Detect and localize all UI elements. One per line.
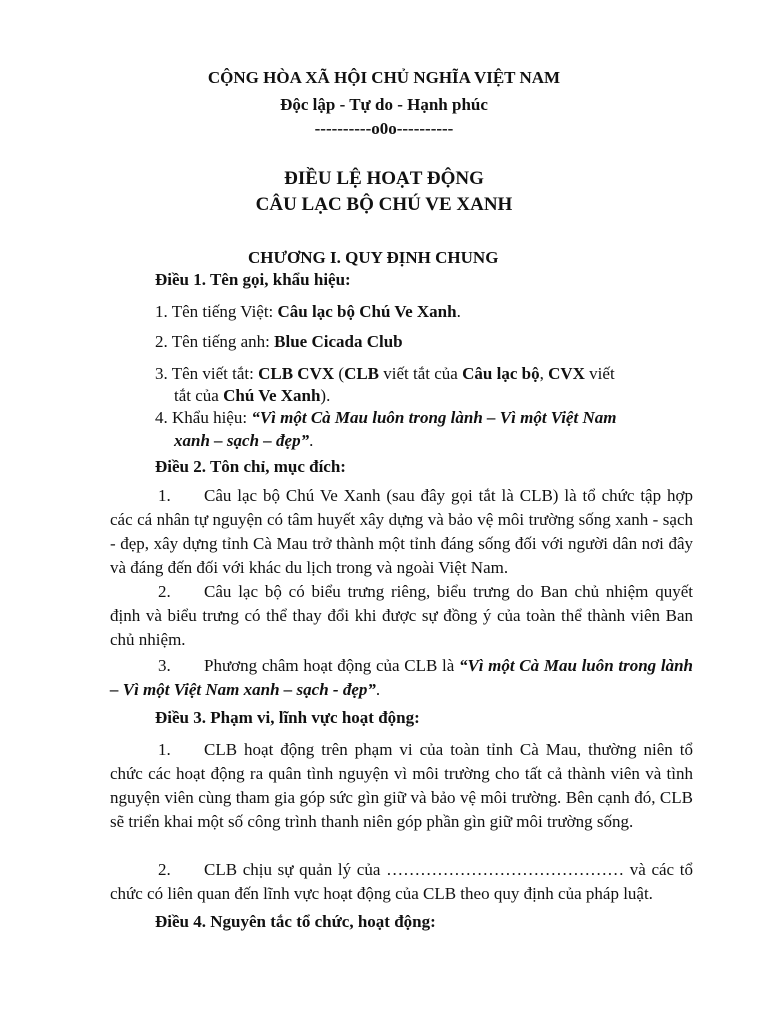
- paragraph-number: 1.: [158, 740, 171, 759]
- article-1-item-2: [155, 332, 403, 352]
- cvx-full: Chú Ve Xanh: [223, 386, 321, 405]
- text-part: viết: [584, 364, 615, 383]
- text-part: tắt của: [174, 386, 224, 405]
- paragraph-number: 1.: [158, 486, 171, 505]
- article-1-item-4: [155, 408, 616, 428]
- item-end: .: [456, 302, 461, 321]
- document-title: ĐIỀU LỆ HOẠT ĐỘNG: [284, 168, 484, 189]
- paragraph-number: 2.: [158, 860, 171, 879]
- paragraph-text: CLB chịu sự quản lý của: [204, 860, 387, 879]
- article-2-paragraph-1: [110, 484, 693, 580]
- item-label: 2. Tên tiếng anh:: [155, 332, 275, 351]
- item-label: 1. Tên tiếng Việt:: [155, 302, 278, 321]
- header-divider: ----------o0o----------: [314, 119, 454, 138]
- article-1-heading: Điều 1. Tên gọi, khẩu hiệu:: [155, 270, 351, 289]
- document-subtitle: CÂU LẠC BỘ CHÚ VE XANH: [255, 194, 513, 215]
- slogan: “Vì một Cà Mau luôn trong lành – Vì một Việt Nam: [251, 408, 617, 427]
- national-title: CỘNG HÒA XÃ HỘI CHỦ NGHĨA VIỆT NAM: [207, 68, 561, 87]
- article-1-item-3: [155, 364, 615, 384]
- vietnamese-name: Câu lạc bộ Chú Ve Xanh: [277, 302, 457, 321]
- text-part: (: [334, 364, 345, 383]
- paragraph-text: Câu lạc bộ Chú Ve Xanh (sau đây gọi tắt là CLB) là tổ chức tập hợp các cá nhân tự nguyện có tâm huyết xây dựng và bảo vệ môi trường sống xanh - sạch - đẹp, xây dựng tỉnh Cà Mau trở thành một tỉnh đáng sống đối với người dân nơi đây và đáng đến đối với khác du lịch trong và ngoài Việt Nam.: [110, 486, 693, 577]
- text-part: viết tắt của: [379, 364, 463, 383]
- article-2-paragraph-2: [110, 580, 693, 652]
- paragraph-text: CLB hoạt động trên phạm vi của toàn tỉnh Cà Mau, thường niên tổ chức các hoạt động ra quân tình nguyện vì môi trường cho tất cả thành viên và tình nguyện viên cùng tham gia góp sức gìn giữ và bảo vệ môi trường. Bên cạnh đó, CLB sẽ triển khai một số công trình thanh niên góp phần gìn giữ môi trường sống.: [110, 740, 693, 831]
- english-name: Blue Cicada Club: [274, 332, 403, 351]
- item-label: 4. Khẩu hiệu:: [155, 408, 252, 427]
- national-motto: Độc lập - Tự do - Hạnh phúc: [280, 95, 488, 114]
- slogan-cont: xanh – sạch – đẹp”: [174, 431, 310, 450]
- text-part: ,: [539, 364, 549, 383]
- clb-full: Câu lạc bộ: [462, 364, 540, 383]
- article-3-paragraph-2: [110, 858, 693, 906]
- article-1-item-1: [155, 302, 461, 322]
- paragraph-text: và các tổ chức có liên quan đến lĩnh vực hoạt động của CLB theo quy định của pháp luật.: [110, 860, 693, 903]
- paragraph-number: 3.: [158, 656, 171, 675]
- text-part: ).: [320, 386, 331, 405]
- blank-dots: ……………………………………: [386, 860, 625, 879]
- article-2-heading: Điều 2. Tôn chỉ, mục đích:: [155, 457, 346, 476]
- abbr-cvx: CVX: [548, 364, 585, 383]
- text-part: .: [309, 431, 314, 450]
- abbreviation: CLB CVX: [258, 364, 335, 383]
- article-3-paragraph-1: [110, 738, 693, 834]
- chapter-heading: CHƯƠNG I. QUY ĐỊNH CHUNG: [248, 248, 499, 267]
- article-2-paragraph-3: [110, 654, 693, 702]
- article-3-heading: Điều 3. Phạm vi, lĩnh vực hoạt động:: [155, 708, 420, 727]
- paragraph-text: Câu lạc bộ có biểu trưng riêng, biểu trưng do Ban chủ nhiệm quyết định và biểu trưng có thể thay đổi khi được sự đồng ý của toàn thể thành viên Ban chủ nhiệm.: [110, 582, 693, 649]
- text-part: .: [375, 680, 381, 699]
- article-1-item-4-cont: [174, 431, 313, 451]
- abbr-clb: CLB: [344, 364, 380, 383]
- article-4-heading: Điều 4. Nguyên tắc tổ chức, hoạt động:: [155, 912, 436, 931]
- paragraph-text: Phương châm hoạt động của CLB là: [204, 656, 459, 675]
- slogan: “Vì một Cà Mau luôn trong lành – Vì một Việt Nam xanh – sạch - đẹp”: [110, 656, 693, 699]
- paragraph-number: 2.: [158, 582, 171, 601]
- item-label: 3. Tên viết tắt:: [155, 364, 259, 383]
- article-1-item-3-cont: [174, 386, 330, 406]
